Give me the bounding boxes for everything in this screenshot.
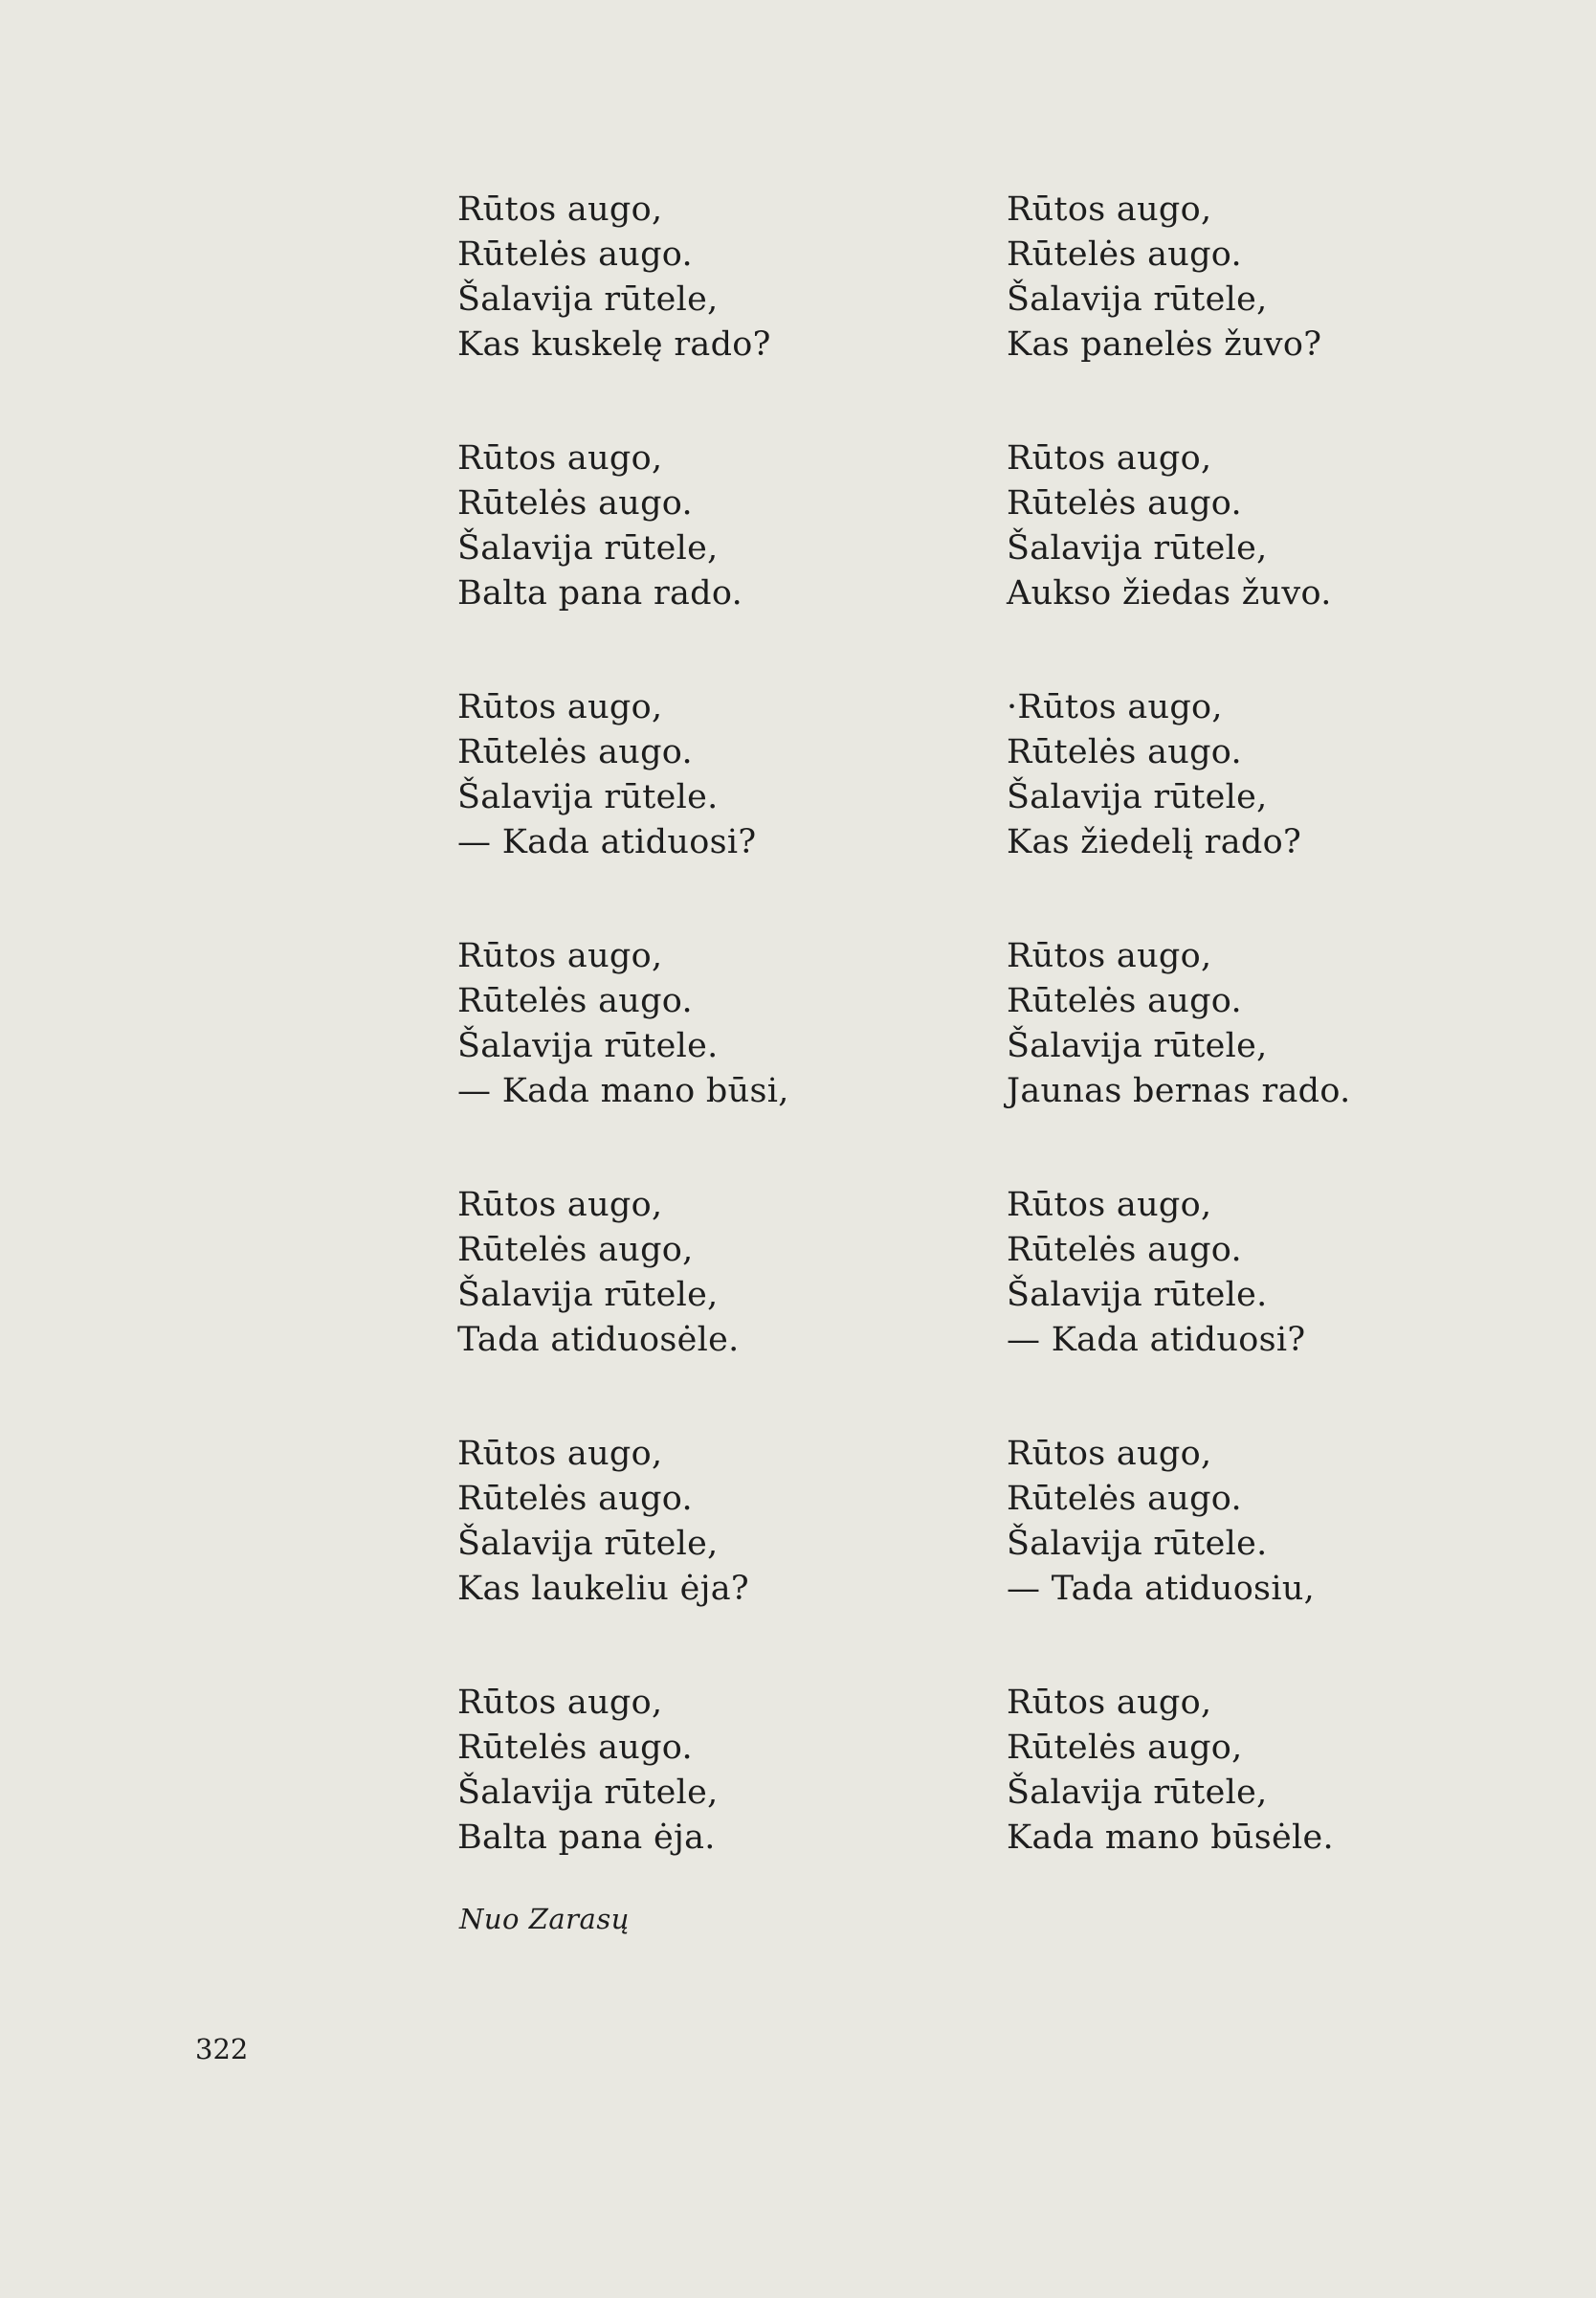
verse-line: Kas panelės žuvo? <box>1007 325 1322 364</box>
verse-line: Šalavija rūtele, <box>1007 1774 1268 1812</box>
source-note: Nuo Zarasų <box>459 1903 630 1935</box>
verse-line: Rūtelės augo. <box>1007 982 1242 1020</box>
verse-line: — Kada mano būsi, <box>457 1072 789 1110</box>
verse-line: Rūtos augo, <box>457 1684 663 1722</box>
verse-line: Šalavija rūtele, <box>457 529 719 568</box>
verse-line: Rūtos augo, <box>1007 1684 1212 1722</box>
stanza <box>457 934 789 1183</box>
verse-line: Šalavija rūtele. <box>457 1027 719 1065</box>
stanza <box>1007 436 1351 685</box>
stanza <box>1007 1432 1351 1681</box>
verse-line: Rūtelės augo. <box>1007 1231 1242 1269</box>
verse-line: Rūtos augo, <box>457 688 663 726</box>
verse-line: Rūtelės augo. <box>457 1729 693 1767</box>
verse-line: Rūtos augo, <box>1007 1435 1212 1473</box>
verse-line: Rūtos augo, <box>457 190 663 229</box>
verse-line: Kas žiedelį rado? <box>1007 823 1302 861</box>
verse-line: Rūtos augo, <box>457 1186 663 1224</box>
verse-line: Šalavija rūtele, <box>457 1276 719 1314</box>
verse-line: Šalavija rūtele. <box>1007 1525 1268 1563</box>
verse-line: Rūtelės augo, <box>1007 1729 1243 1767</box>
verse-line: Rūtos augo, <box>1007 937 1212 975</box>
verse-line: Tada atiduosėle. <box>457 1321 740 1359</box>
verse-line: Rūtos augo, <box>457 937 663 975</box>
verse-line: Šalavija rūtele. <box>1007 1276 1268 1314</box>
verse-line: Rūtos augo, <box>457 1435 663 1473</box>
verse-line: Šalavija rūtele, <box>457 1525 719 1563</box>
verse-line: — Kada atiduosi? <box>457 823 757 861</box>
verse-line: Rūtelės augo. <box>1007 733 1242 771</box>
verse-line: Rūtelės augo. <box>457 733 693 771</box>
stanza <box>457 436 789 685</box>
left-poem-column <box>457 188 789 1930</box>
verse-line: Šalavija rūtele. <box>457 778 719 816</box>
verse-line: Kada mano būsėle. <box>1007 1818 1334 1857</box>
verse-line: Kas laukeliu ėja? <box>457 1570 749 1608</box>
stanza <box>1007 1183 1351 1432</box>
verse-line: Rūtos augo, <box>457 439 663 478</box>
verse-line: Rūtelės augo, <box>457 1231 694 1269</box>
verse-line: Šalavija rūtele, <box>1007 1027 1268 1065</box>
verse-line: Rūtelės augo. <box>457 235 693 274</box>
stanza <box>457 685 789 934</box>
verse-line: — Tada atiduosiu, <box>1007 1570 1316 1608</box>
verse-line: — Kada atiduosi? <box>1007 1321 1306 1359</box>
verse-line: Šalavija rūtele, <box>457 1774 719 1812</box>
verse-line: Rūtelės augo. <box>457 982 693 1020</box>
stanza <box>1007 188 1351 436</box>
verse-line: Aukso žiedas žuvo. <box>1007 574 1332 613</box>
verse-line: Šalavija rūtele, <box>1007 778 1268 816</box>
verse-line: Balta pana ėja. <box>457 1818 716 1857</box>
verse-line: Rūtelės augo. <box>457 484 693 523</box>
right-poem-column <box>1007 188 1351 1930</box>
verse-line: Rūtos augo, <box>1007 439 1212 478</box>
stanza <box>457 188 789 436</box>
verse-line: Rūtos augo, <box>1007 1186 1212 1224</box>
verse-line: Rūtelės augo. <box>1007 1480 1242 1518</box>
verse-line: Rūtelės augo. <box>1007 484 1242 523</box>
verse-line: Rūtelės augo. <box>1007 235 1242 274</box>
stanza <box>457 1183 789 1432</box>
verse-line: Šalavija rūtele, <box>1007 280 1268 319</box>
verse-line: Balta pana rado. <box>457 574 743 613</box>
stanza <box>1007 1681 1351 1930</box>
page-number: 322 <box>195 2033 249 2065</box>
verse-line: Šalavija rūtele, <box>1007 529 1268 568</box>
stanza <box>457 1681 789 1930</box>
verse-line: Šalavija rūtele, <box>457 280 719 319</box>
stanza <box>1007 685 1351 934</box>
verse-line: ·Rūtos augo, <box>1007 688 1223 726</box>
verse-line: Rūtos augo, <box>1007 190 1212 229</box>
verse-line: Kas kuskelę rado? <box>457 325 771 364</box>
stanza <box>1007 934 1351 1183</box>
stanza <box>457 1432 789 1681</box>
verse-line: Rūtelės augo. <box>457 1480 693 1518</box>
verse-line: Jaunas bernas rado. <box>1007 1072 1351 1110</box>
